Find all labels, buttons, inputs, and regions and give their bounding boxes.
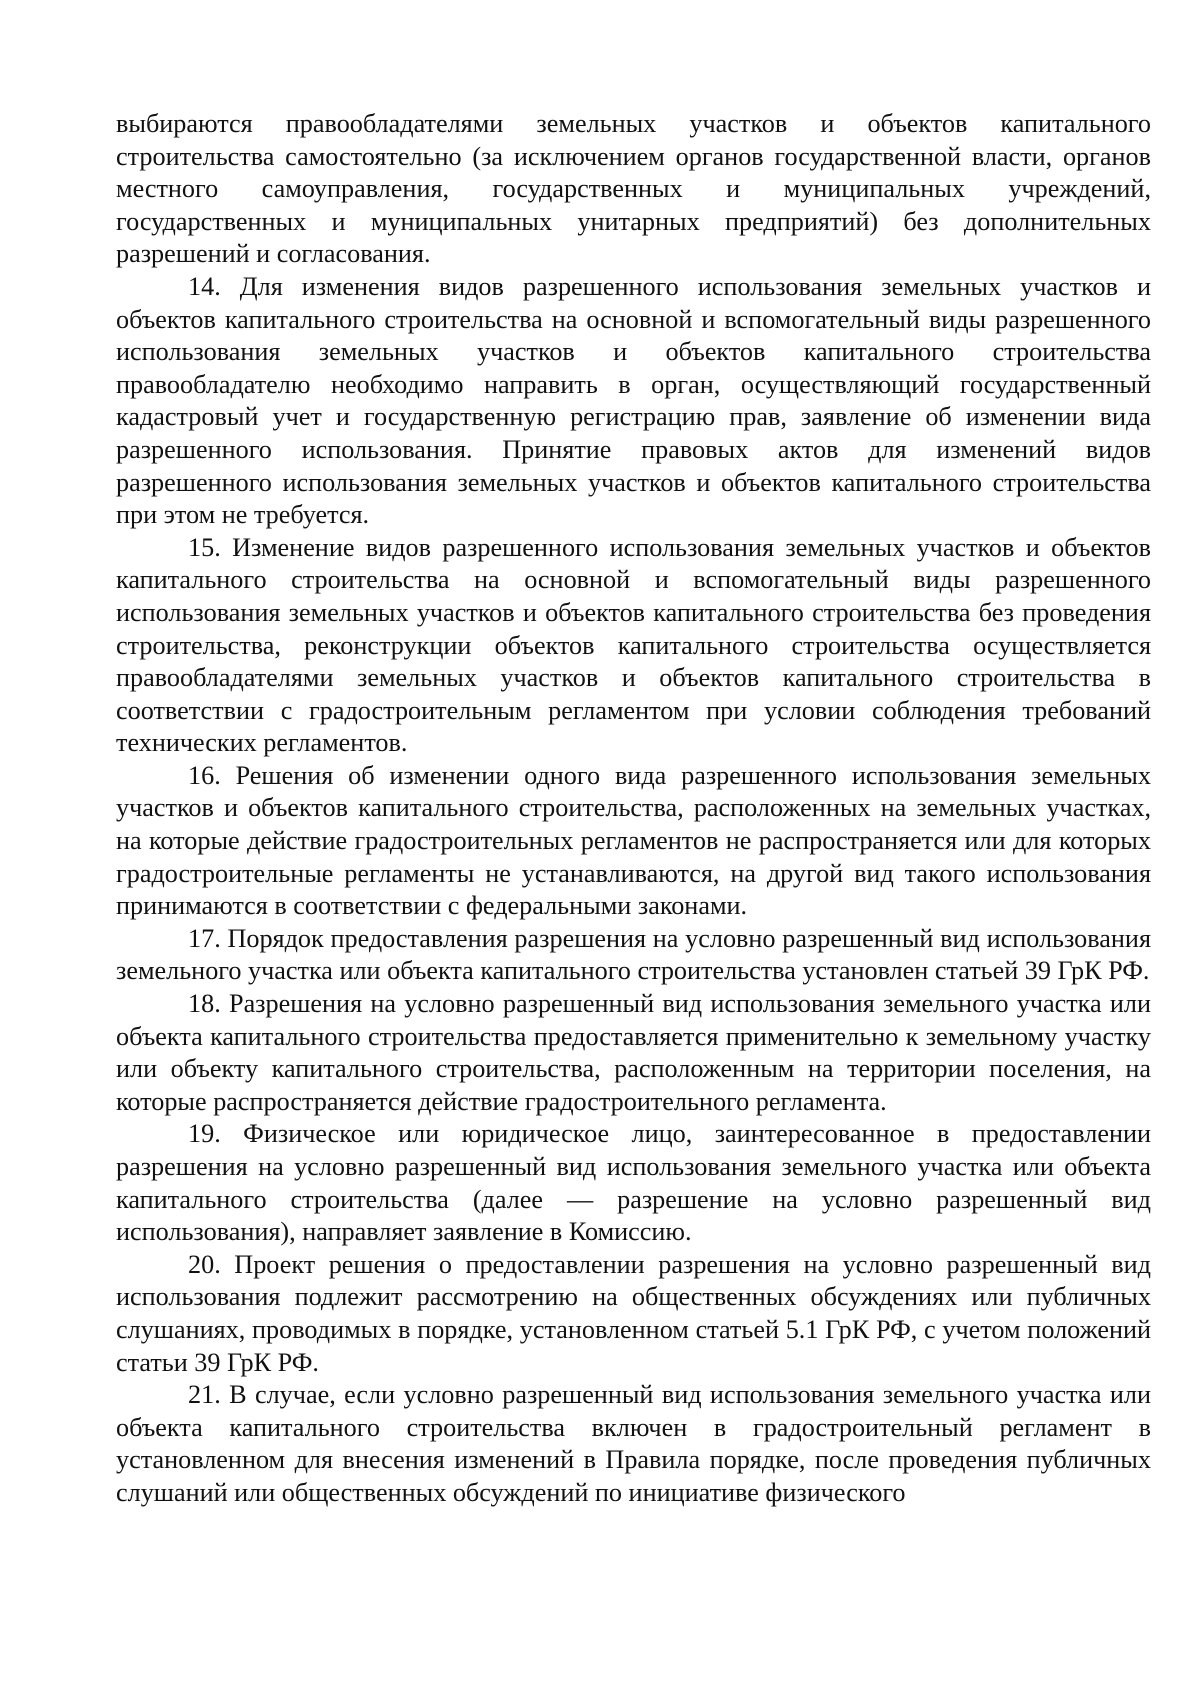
- paragraph-15: 15. Изменение видов разрешенного использования земельных участков и объектов капитального строительства на основной и вспомогательный виды разрешенного использования земельных участков и объектов капитального строительства без проведения строительства, реконструкции объектов капитального строительства осуществляется правообладателями земельных участков и объектов капитального строительства в соответствии с градостроительным регламентом при условии соблюдения требований технических регламентов.: [116, 532, 1151, 758]
- paragraph-21: 21. В случае, если условно разрешенный вид использования земельного участка или объекта капитального строительства включен в градостроительный регламент в установленном для внесения изменений в Правила порядке, после проведения публичных слушаний или общественных обсуждений по инициативе физического: [116, 1380, 1151, 1507]
- paragraph-19: 19. Физическое или юридическое лицо, заинтересованное в предоставлении разрешения на условно разрешенный вид использования земельного участка или объекта капитального строительства (далее — разрешение на условно разрешенный вид использования), направляет заявление в Комиссию.: [116, 1119, 1151, 1247]
- document-page: [116, 108, 1151, 1510]
- paragraph-continuation: выбираются правообладателями земельных участков и объектов капитального строительства самостоятельно (за исключением органов государственной власти, органов местного самоуправления, государственных и муниципальных учреждений, государственных и муниципальных унитарных предприятий) без дополнительных разрешений и согласования.: [116, 109, 1151, 269]
- paragraph-16: 16. Решения об изменении одного вида разрешенного использования земельных участков и объектов капитального строительства, расположенных на земельных участках, на которые действие градостроительных регламентов не распространяется или для которых градостроительные регламенты не устанавливаются, на другой вид такого использования принимаются в соответствии с федеральными законами.: [116, 760, 1151, 921]
- paragraph-18: 18. Разрешения на условно разрешенный вид использования земельного участка или объекта капитального строительства предоставляется применительно к земельному участку или объекту капитального строительства, расположенным на территории поселения, на которые распространяется действие градостроительного регламента.: [116, 989, 1151, 1116]
- paragraph-20: 20. Проект решения о предоставлении разрешения на условно разрешенный вид использования подлежит рассмотрению на общественных обсуждениях или публичных слушаниях, проводимых в порядке, установленном статьей 5.1 ГрК РФ, с учетом положений статьи 39 ГрК РФ.: [116, 1249, 1151, 1377]
- paragraph-14: 14. Для изменения видов разрешенного использования земельных участков и объектов капитального строительства на основной и вспомогательный виды разрешенного использования земельных участков и объектов капитального строительства правообладателю необходимо направить в орган, осуществляющий государственный кадастровый учет и государственную регистрацию прав, заявление об изменении вида разрешенного использования. Принятие правовых актов для изменений видов разрешенного использования земельных участков и объектов капитального строительства при этом не требуется.: [116, 271, 1151, 530]
- paragraph-17: 17. Порядок предоставления разрешения на условно разрешенный вид использования земельного участка или объекта капитального строительства установлен статьей 39 ГрК РФ.: [116, 923, 1151, 986]
